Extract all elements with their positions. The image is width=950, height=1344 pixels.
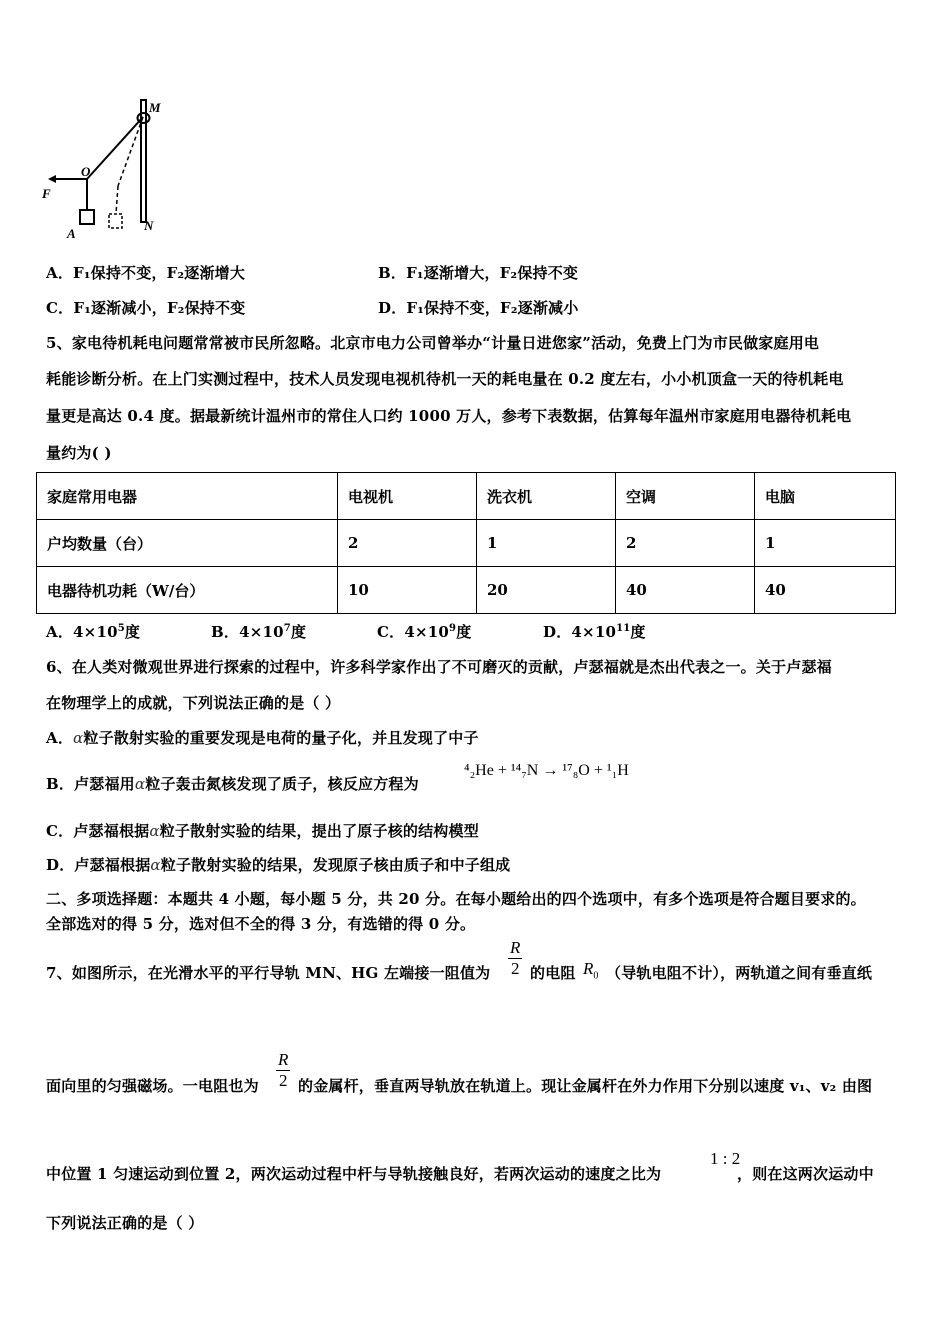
label-n: N <box>144 218 154 233</box>
alpha-symbol: α <box>150 856 161 874</box>
q5-stem-line4: 量约为( ) <box>46 444 112 462</box>
q7-line4: 下列说法正确的是（ ） <box>46 1214 204 1232</box>
table-cell: 空调 <box>616 473 755 520</box>
string-dashed <box>116 186 118 214</box>
q5-option-a: A．$4\times 10^5$度 <box>46 623 141 641</box>
q6-option-d: D．卢瑟福根据α粒子散射实验的结果，发现原子核由质子和中子组成 <box>46 856 511 874</box>
section2-line2: 全部选对的得 5 分，选对但不全的得 3 分，有选错的得 0 分。 <box>46 915 476 933</box>
q7-line1-pre: 7、如图所示，在光滑水平的平行导轨 MN、HG 左端接一阻值为 <box>46 964 491 982</box>
q5-stem-line2: 耗能诊断分析。在上门实测过程中，技术人员发现电视机待机一天的耗电量在 0.2 度左右，小小机顶盒一天的待机耗电 <box>46 370 844 388</box>
arrowhead-f <box>48 175 56 183</box>
q7-line3-post: ，则在这两次运动中 <box>737 1165 874 1183</box>
q4-option-a: A．F₁保持不变，F₂逐渐增大 <box>46 264 246 282</box>
label-a: A <box>67 226 76 241</box>
rope-dashed <box>118 117 143 186</box>
table-cell: 户均数量（台） <box>37 520 338 567</box>
rope-mo <box>87 117 143 179</box>
table-cell: 40 <box>755 567 896 614</box>
q5-option-c: C．$4\times 10^9$度 <box>377 623 472 641</box>
q5-option-b: B．$4\times 10^7$度 <box>211 623 307 641</box>
fraction-r-over-2: $\frac{R}{2}$ <box>278 1050 289 1090</box>
q7-line2-post: 的金属杆，垂直两导轨放在轨道上。现让金属杆在外力作用下分别以速度 v₁、v₂ 由图 <box>298 1077 873 1095</box>
q7-line2-pre: 面向里的匀强磁场。一电阻也为 <box>46 1077 259 1095</box>
q7-line1-post: （导轨电阻不计），两轨道之间有垂直纸 <box>606 964 873 982</box>
table-cell: 20 <box>477 567 616 614</box>
table-cell: 2 <box>338 520 477 567</box>
ratio-1-2: 1 : 2 <box>710 1149 741 1168</box>
q4-option-d: D．F₁保持不变，F₂逐渐减小 <box>378 299 579 317</box>
table-cell: 家庭常用电器 <box>37 473 338 520</box>
q6-stem-line2: 在物理学上的成就，下列说法正确的是（ ） <box>46 694 341 712</box>
table-cell: 电器待机功耗（W/台） <box>37 567 338 614</box>
q4-option-b: B．F₁逐渐增大，F₂保持不变 <box>378 264 579 282</box>
alpha-symbol: α <box>73 729 84 747</box>
table-cell: 2 <box>616 520 755 567</box>
force-diagram-figure <box>40 92 180 242</box>
label-f: F <box>42 186 51 201</box>
section2-line1: 二、多项选择题：本题共 4 小题，每小题 5 分，共 20 分。在每小题给出的四个选项中，有多个选项是符合题目要求的。 <box>46 890 866 908</box>
q7-line1-mid: 的电阻 <box>530 964 576 982</box>
table-header-row <box>37 473 896 520</box>
table-cell: 1 <box>755 520 896 567</box>
block-dashed <box>109 214 122 228</box>
label-o: O <box>81 164 91 179</box>
table-cell: 电视机 <box>338 473 477 520</box>
q6-option-b: B．卢瑟福用α粒子轰击氮核发现了质子，核反应方程为 <box>46 775 419 793</box>
q7-line3-pre: 中位置 1 匀速运动到位置 2，两次运动过程中杆与导轨接触良好，若两次运动的速度之比为 <box>46 1165 662 1183</box>
block-a <box>80 210 94 224</box>
q5-stem-line3: 量更是高达 0.4 度。据最新统计温州市的常住人口约 1000 万人，参考下表数据，估算每年温州市家庭用电器待机耗电 <box>46 407 852 425</box>
q6-option-c: C．卢瑟福根据α粒子散射实验的结果，提出了原子核的结构模型 <box>46 822 479 840</box>
table-row <box>37 520 896 567</box>
q5-option-d: D．$4\times 10^{11}$度 <box>543 623 646 641</box>
resistor-r0-symbol: $R_0$ <box>583 959 599 982</box>
q6-stem-line1: 6、在人类对微观世界进行探索的过程中，许多科学家作出了不可磨灭的贡献，卢瑟福就是杰出代表之一。关于卢瑟福 <box>46 658 832 676</box>
table-cell: 10 <box>338 567 477 614</box>
q6-option-a: A．α粒子散射实验的重要发现是电荷的量子化，并且发现了中子 <box>46 729 479 747</box>
fraction-r-over-2: $\frac{R}{2}$ <box>510 938 521 978</box>
table-row <box>37 567 896 614</box>
q5-stem-line1: 5、家电待机耗电问题常常被市民所忽略。北京市电力公司曾举办“计量日进您家”活动，免费上门为市民做家庭用电 <box>46 334 820 352</box>
alpha-symbol: α <box>149 822 160 840</box>
table-cell: 电脑 <box>755 473 896 520</box>
table-cell: 1 <box>477 520 616 567</box>
nuclear-equation: ⁴₂He + ¹⁴₇N → ¹⁷₈O + ¹₁H <box>464 762 629 779</box>
label-m: M <box>149 100 161 115</box>
appliance-table <box>36 472 896 614</box>
q4-option-c: C．F₁逐渐减小，F₂保持不变 <box>46 299 246 317</box>
table-cell: 洗衣机 <box>477 473 616 520</box>
alpha-symbol: α <box>134 775 146 793</box>
table-cell: 40 <box>616 567 755 614</box>
